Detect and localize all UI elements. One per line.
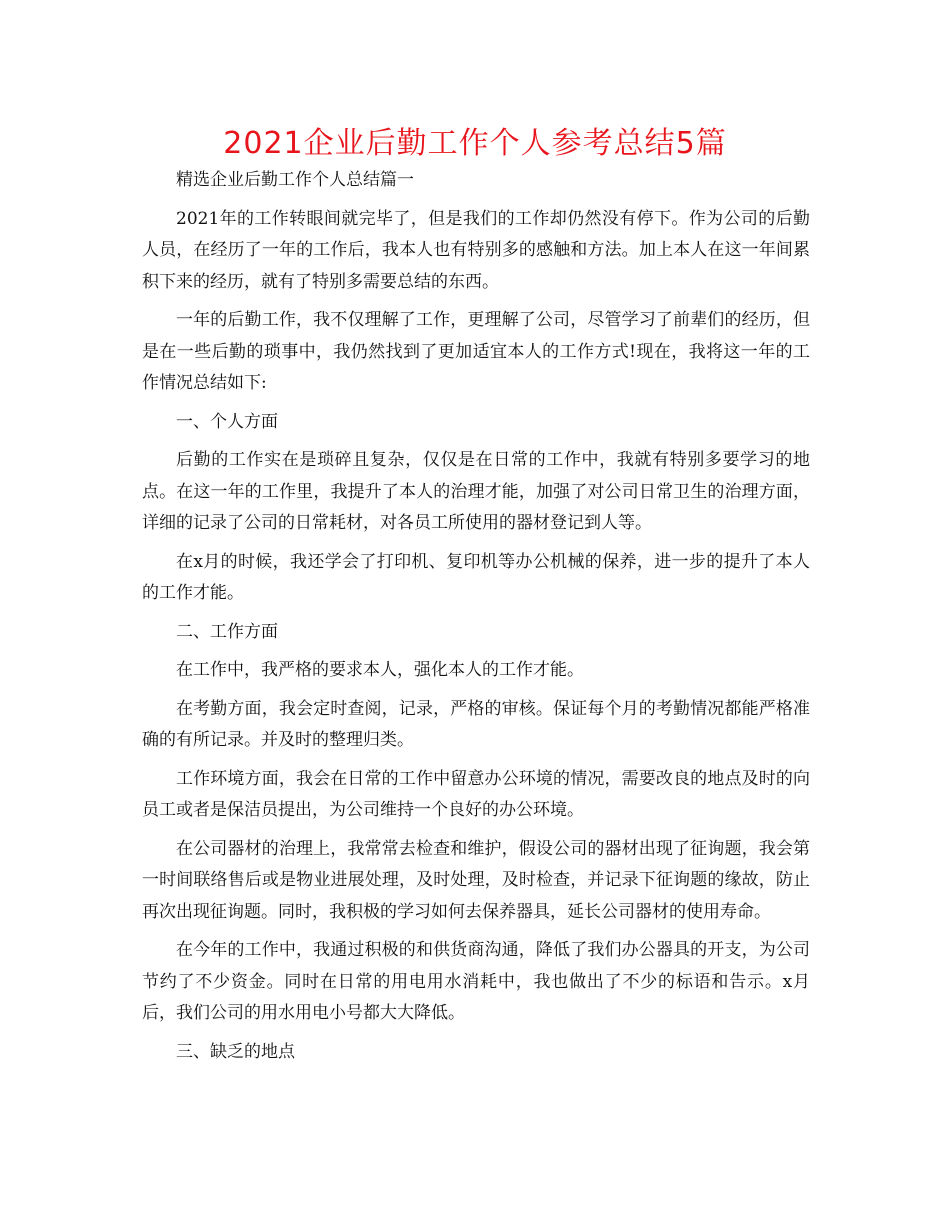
paragraph: 工作环境方面，我会在日常的工作中留意办公环境的情况，需要改良的地点及时的向员工或者是保洁员提出，为公司维持一个良好的办公环境。 bbox=[142, 768, 810, 820]
paragraph: 后勤的工作实在是琐碎且复杂，仅仅是在日常的工作中，我就有特别多要学习的地点。在这一年的工作里，我提升了本人的治理才能，加强了对公司日常卫生的治理方面，详细的记录了公司的日常耗材，对各员工所使用的器材登记到人等。 bbox=[142, 450, 810, 533]
paragraph: 在公司器材的治理上，我常常去检查和维护，假设公司的器材出现了征询题，我会第一时间联络售后或是物业进展处理，及时处理，及时检查，并记录下征询题的缘故，防止再次出现征询题。同时，我积极的学习如何去保养器具，延长公司器材的使用寿命。 bbox=[142, 838, 810, 922]
document-title: 2021企业后勤工作个人参考总结5篇 bbox=[223, 126, 727, 161]
paragraph-subtitle: 精选企业后勤工作个人总结篇一 bbox=[176, 170, 414, 190]
paragraph: 一年的后勤工作，我不仅理解了工作，更理解了公司，尽管学习了前辈们的经历，但是在一些后勤的琐事中，我仍然找到了更加适宜本人的工作方式!现在，我将这一年的工作情况总结如下: bbox=[142, 310, 810, 393]
document-body bbox=[142, 165, 810, 1075]
paragraph: 在今年的工作中，我通过积极的和供货商沟通，降低了我们办公器具的开支，为公司节约了不少资金。同时在日常的用电用水消耗中，我也做出了不少的标语和告示。x月后，我们公司的用水用电小号都大大降低。 bbox=[142, 940, 810, 1023]
paragraph: 在工作中，我严格的要求本人，强化本人的工作才能。 bbox=[176, 660, 584, 680]
section-heading: 一、个人方面 bbox=[176, 411, 278, 432]
paragraph: 在x月的时候，我还学会了打印机、复印机等办公机械的保养，进一步的提升了本人的工作才能。 bbox=[142, 551, 810, 603]
paragraph: 在考勤方面，我会定时查阅，记录，严格的审核。保证每个月的考勤情况都能严格准确的有所记录。并及时的整理归类。 bbox=[142, 698, 810, 750]
section-heading: 三、缺乏的地点 bbox=[176, 1041, 295, 1062]
paragraph: 2021年的工作转眼间就完毕了，但是我们的工作却仍然没有停下。作为公司的后勤人员，在经历了一年的工作后，我本人也有特别多的感触和方法。加上本人在这一年间累积下来的经历，就有了特别多需要总结的东西。 bbox=[142, 208, 810, 292]
section-heading: 二、工作方面 bbox=[176, 621, 278, 642]
